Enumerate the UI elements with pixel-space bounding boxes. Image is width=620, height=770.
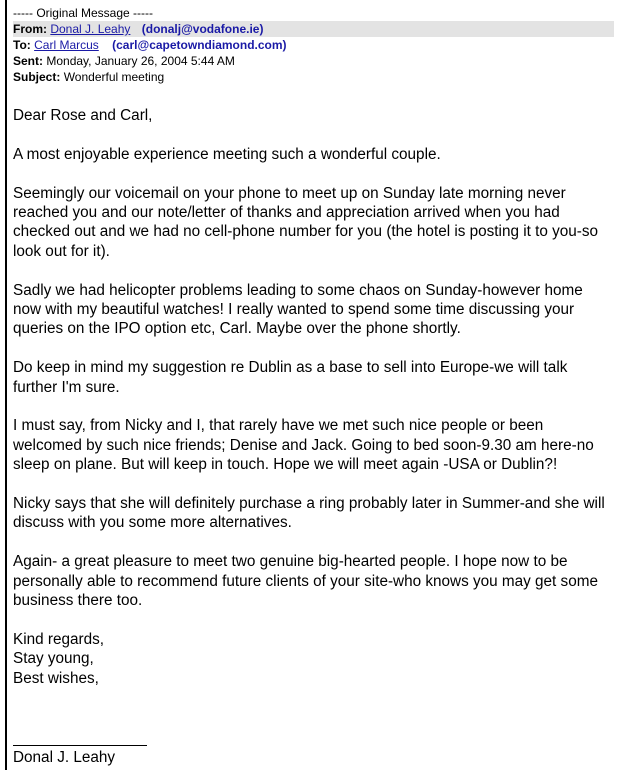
signature-rule bbox=[13, 745, 147, 746]
closing-line: Stay young, bbox=[13, 650, 94, 668]
sent-row bbox=[13, 53, 614, 69]
to-label: To: bbox=[13, 38, 31, 52]
email-body bbox=[13, 106, 613, 688]
closing-line: Best wishes, bbox=[13, 669, 99, 687]
from-name-link[interactable]: Donal J. Leahy bbox=[50, 22, 131, 36]
from-row bbox=[13, 21, 614, 37]
greeting: Dear Rose and Carl, bbox=[13, 107, 153, 124]
closing-line: Kind regards, bbox=[13, 630, 104, 648]
email-header bbox=[13, 5, 614, 85]
to-row bbox=[13, 37, 614, 53]
subject-value: Wonderful meeting bbox=[63, 70, 165, 84]
original-message-line: ----- Original Message ----- bbox=[13, 6, 154, 20]
sent-label: Sent: bbox=[13, 54, 43, 68]
body-paragraph: I must say, from Nicky and I, that rarely have we met such nice people or been welcomed by such nice friends; Denise and Jack. Going to bed soon-9.30 am here-no sleep on plane. But will keep in touch. Hope we will meet again -USA or Dublin?! bbox=[13, 417, 594, 474]
sent-value: Monday, January 26, 2004 5:44 AM bbox=[46, 54, 235, 68]
quote-left-border bbox=[5, 0, 7, 770]
body-paragraph: Do keep in mind my suggestion re Dublin as a base to sell into Europe-we will talk further I'm sure. bbox=[13, 359, 568, 396]
to-name-link[interactable]: Carl Marcus bbox=[34, 38, 99, 52]
body-paragraph: Again- a great pleasure to meet two genuine big-hearted people. I hope now to be personally able to recommend future clients of your site-who knows you may get some business there too. bbox=[13, 553, 598, 610]
from-email: (donalj@vodafone.ie) bbox=[141, 22, 264, 36]
from-label: From: bbox=[13, 22, 47, 36]
signature-name: Donal J. Leahy bbox=[13, 749, 116, 766]
body-paragraph: Seemingly our voicemail on your phone to meet up on Sunday late morning never reached you and our note/letter of thanks and appreciation arrived when you had checked out and we had no cell-phone number for you (the hotel is posting it to you-so look out for it). bbox=[13, 184, 599, 260]
body-paragraph: Sadly we had helicopter problems leading to some chaos on Sunday-however home now with my beautiful watches! I really wanted to spend some time discussing your queries on the IPO option etc, Carl. Maybe over the phone shortly. bbox=[13, 281, 583, 338]
subject-row bbox=[13, 69, 614, 85]
to-email: (carl@capetowndiamond.com) bbox=[112, 38, 287, 52]
body-paragraph: A most enjoyable experience meeting such a wonderful couple. bbox=[13, 145, 441, 163]
body-paragraph: Nicky says that she will definitely purchase a ring probably later in Summer-and she will discuss with you some more alternatives. bbox=[13, 495, 605, 532]
subject-label: Subject: bbox=[13, 70, 61, 84]
